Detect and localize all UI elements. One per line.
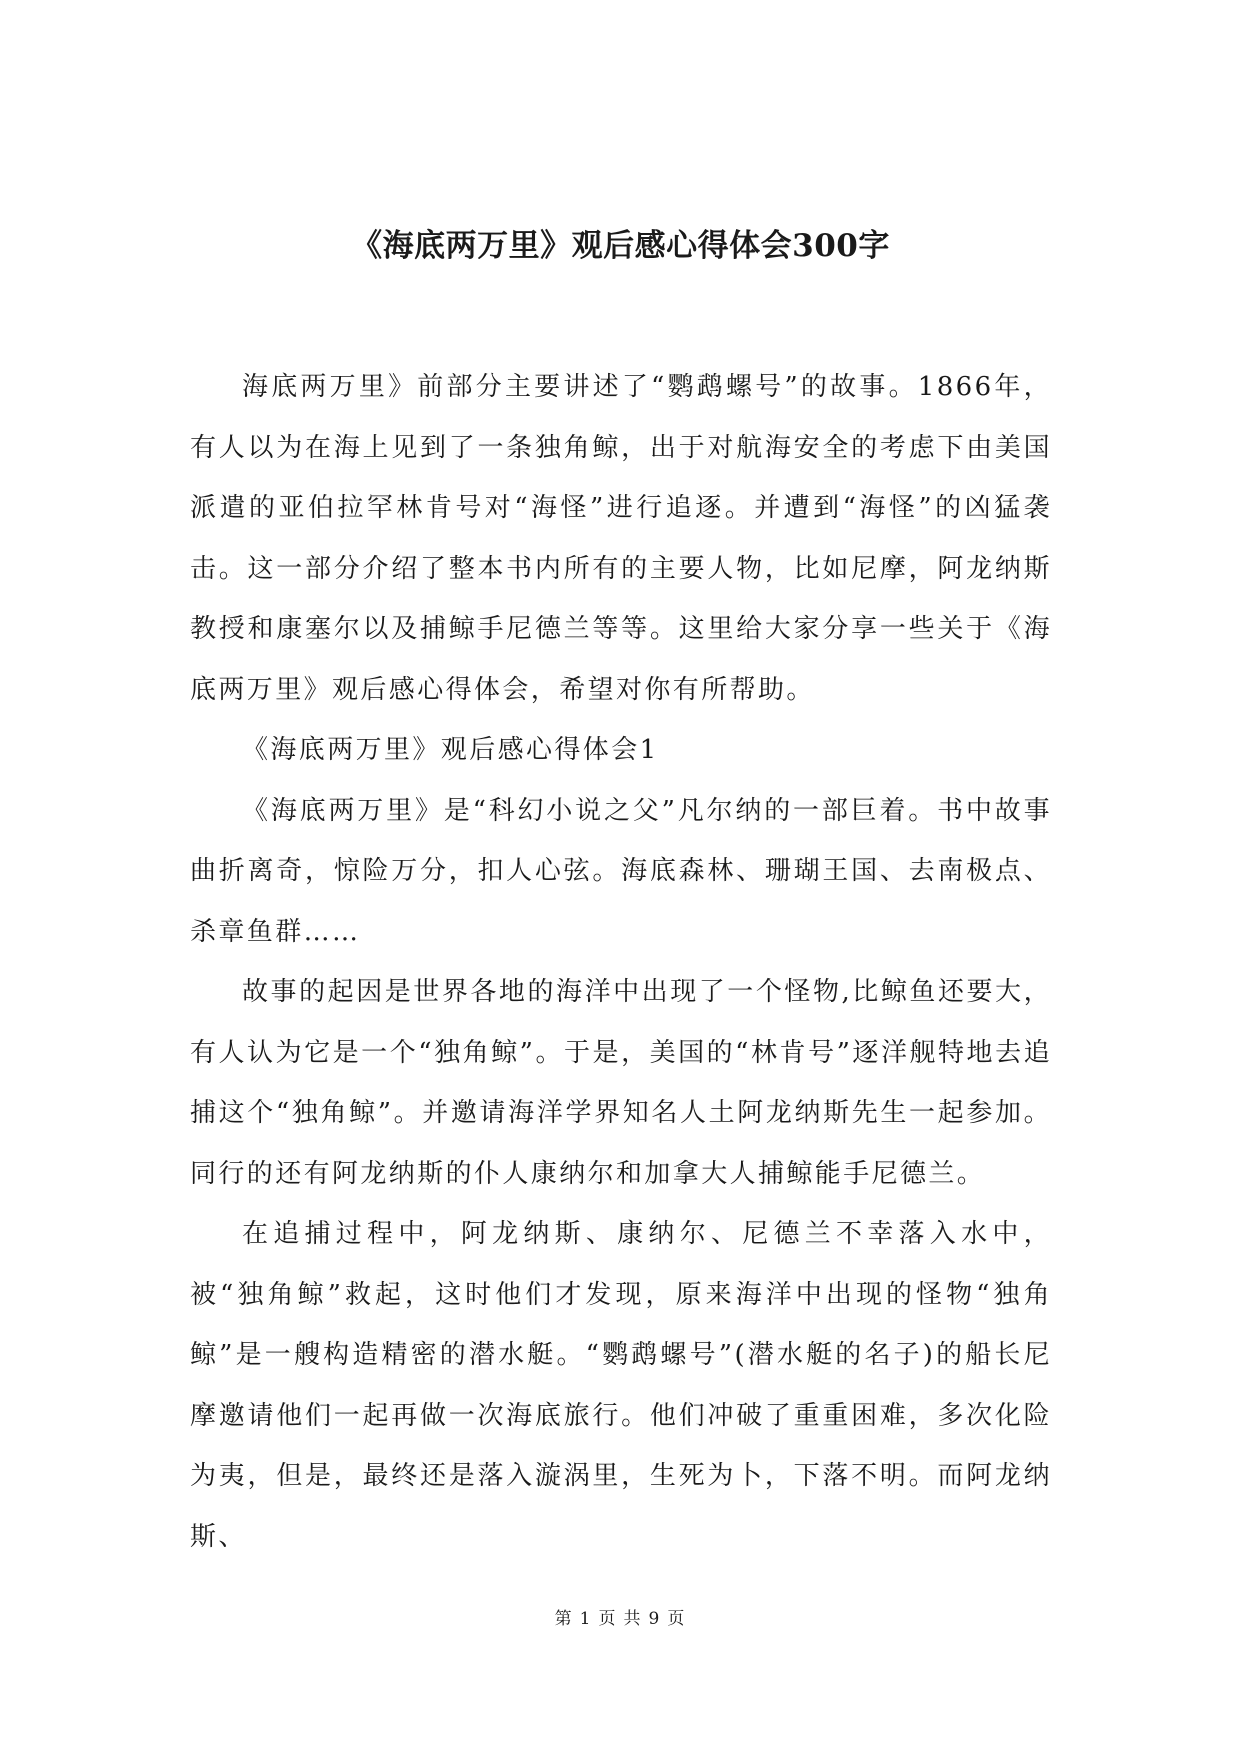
paragraph-intro: 海底两万里》前部分主要讲述了“鹦鹉螺号”的故事。1866年，有人以为在海上见到了一条独角鲸，出于对航海安全的考虑下由美国派遣的亚伯拉罕林肯号对“海怪”进行追逐。并遭到“海怪”的凶猛袭击。这一部分介绍了整本书内所有的主要人物，比如尼摩，阿龙纳斯教授和康塞尔以及捕鲸手尼德兰等等。这里给大家分享一些关于《海底两万里》观后感心得体会，希望对你有所帮助。 — [190, 372, 1052, 705]
section-heading: 《海底两万里》观后感心得体会1 — [242, 735, 659, 765]
document-body — [190, 357, 1052, 1567]
footer-page-label: 第 — [554, 1609, 574, 1629]
footer-total-pages: 9 — [648, 1609, 662, 1629]
footer-total-unit: 页 — [667, 1609, 687, 1629]
footer-total-label: 共 — [623, 1609, 643, 1629]
paragraph: 《海底两万里》是“科幻小说之父”凡尔纳的一部巨着。书中故事曲折离奇，惊险万分，扣人心弦。海底森林、珊瑚王国、去南极点、杀章鱼群…… — [190, 795, 1052, 947]
paragraph: 在追捕过程中，阿龙纳斯、康纳尔、尼德兰不幸落入水中，被“独角鲸”救起，这时他们才发现，原来海洋中出现的怪物“独角鲸”是一艘构造精密的潜水艇。“鹦鹉螺号”(潜水艇的名子)的船长尼摩邀请他们一起再做一次海底旅行。他们冲破了重重困难，多次化险为夷，但是，最终还是落入漩涡里，生死为卜，下落不明。而阿龙纳斯、 — [190, 1219, 1052, 1552]
document-title: 《海底两万里》观后感心得体会300字 — [351, 228, 890, 264]
page-footer — [0, 1608, 1241, 1630]
paragraph: 故事的起因是世界各地的海洋中出现了一个怪物,比鲸鱼还要大，有人认为它是一个“独角鲸”。于是，美国的“林肯号”逐洋舰特地去追捕这个“独角鲸”。并邀请海洋学界知名人土阿龙纳斯先生一起参加。同行的还有阿龙纳斯的仆人康纳尔和加拿大人捕鲸能手尼德兰。 — [190, 977, 1052, 1189]
footer-page-unit: 页 — [598, 1609, 618, 1629]
footer-current-page: 1 — [579, 1609, 593, 1629]
